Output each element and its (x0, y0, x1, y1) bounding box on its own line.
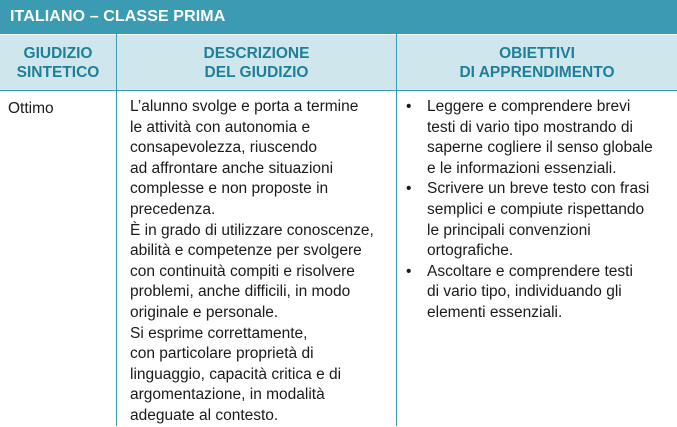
descrizione-line: Si esprime correttamente, (130, 324, 308, 342)
header-text: GIUDIZIO (23, 45, 93, 62)
obiettivo-line: semplici e compiute rispettando (427, 200, 645, 218)
obiettivo-line: di vario tipo, individuando gli (427, 283, 622, 301)
header-text: DESCRIZIONE (203, 45, 310, 62)
cell-obiettivi (406, 97, 672, 324)
descrizione-line: adeguate al contesto. (130, 406, 279, 424)
header-text: DI APPRENDIMENTO (459, 64, 615, 81)
cell-descrizione (130, 97, 392, 427)
table-title: ITALIANO – CLASSE PRIMA (0, 0, 677, 34)
column-divider (116, 34, 117, 90)
header-text: OBIETTIVI (499, 45, 575, 62)
column-divider (396, 34, 397, 90)
header-giudizio-sintetico (0, 35, 116, 91)
descrizione-line: abilità e competenze per svolgere (130, 242, 362, 260)
bullet-icon: • (406, 98, 412, 115)
cell-giudizio (8, 99, 54, 120)
header-divider (0, 90, 677, 91)
obiettivo-line: Ascoltare e comprendere testi (427, 262, 633, 280)
obiettivo-line: Leggere e comprendere brevi (427, 98, 631, 115)
obiettivo-line: saperne cogliere il senso globale (427, 139, 653, 157)
descrizione-line: L’alunno svolge e porta a termine (130, 98, 359, 115)
obiettivo-item (406, 179, 672, 261)
descrizione-line: linguaggio, capacità critica e di (130, 365, 342, 383)
bullet-icon: • (406, 262, 412, 280)
header-descrizione-giudizio (117, 35, 396, 91)
descrizione-line: precedenza. (130, 200, 216, 218)
table-header-row (0, 34, 677, 90)
obiettivo-line: le principali convenzioni (427, 221, 591, 239)
giudizio-value: Ottimo (8, 100, 54, 117)
bullet-icon: • (406, 180, 412, 198)
descrizione-line: argomentazione, in modalità (130, 386, 325, 404)
obiettivo-item (406, 262, 672, 324)
descrizione-line: È in grado di utilizzare conoscenze, (130, 221, 374, 239)
obiettivo-line: elementi essenziali. (427, 303, 563, 321)
descrizione-line: originale e personale. (130, 303, 279, 321)
header-obiettivi-apprendimento (397, 35, 677, 91)
header-text: DEL GIUDIZIO (204, 64, 309, 81)
descrizione-line: complesse e non proposte in (130, 180, 329, 198)
obiettivo-line: ortografiche. (427, 242, 514, 260)
descrizione-line: le attività con autonomia e (130, 118, 311, 136)
descrizione-line: consapevolezza, riuscendo (130, 139, 317, 157)
descrizione-line: con continuità compiti e risolvere (130, 262, 355, 280)
obiettivo-item (406, 97, 672, 179)
header-text: SINTETICO (16, 64, 100, 81)
column-divider (116, 90, 117, 426)
obiettivo-line: Scrivere un breve testo con frasi (427, 180, 650, 198)
descrizione-line: problemi, anche difficili, in modo (130, 283, 351, 301)
obiettivo-line: e le informazioni essenziali. (427, 159, 617, 177)
obiettivo-line: testi di vario tipo mostrando di (427, 118, 633, 136)
descrizione-line: ad affrontare anche situazioni (130, 159, 334, 177)
descrizione-line: con particolare proprietà di (130, 345, 314, 363)
column-divider (396, 90, 397, 426)
